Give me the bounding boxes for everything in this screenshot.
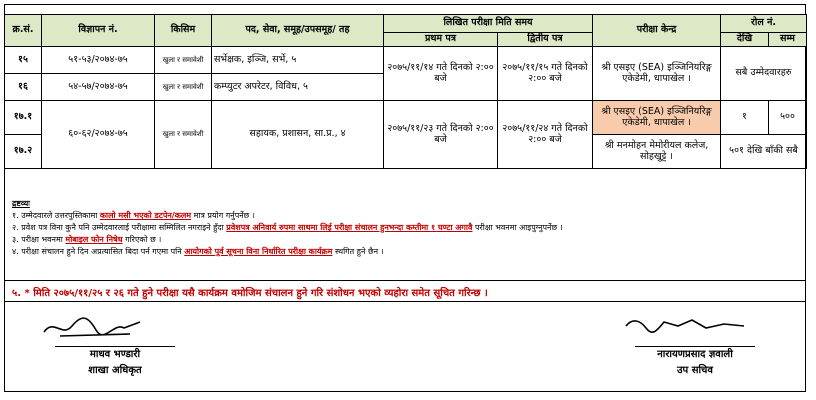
left-signatory-name: माधव भण्डारी [89, 349, 141, 360]
group1-paper2: २०७५/११/१५ गते दिनको २:०० बजे [498, 47, 593, 101]
notes-section [12, 198, 802, 258]
right-signature-block [610, 346, 780, 379]
table-row [5, 101, 807, 135]
group1-roll: सबै उम्मेदवारहरु [721, 47, 807, 101]
row-sn: १५ [5, 47, 42, 74]
group2-paper1: २०७५/११/२३ गते दिनको २:०० बजे [384, 101, 498, 169]
header-roll-to: सम्म [769, 33, 807, 47]
header-paper2: द्वितीय पत्र [498, 33, 593, 47]
group2-centre-b: श्री मनमोहन मेमोरीयल कलेज, सोहखुट्टे । [593, 135, 721, 169]
group1-centre: श्री एसइए (SEA) इञ्जिनियरिङ्ग एकेडेमी, धापाखेल । [593, 47, 721, 101]
row-sn: १७.१ [5, 101, 42, 135]
header-written-exam: लिखित परीक्षा मिति समय [384, 15, 593, 33]
header-centre: परीक्षा केन्द्र [593, 15, 721, 47]
exam-schedule-table [4, 14, 807, 169]
row-sn: १७.२ [5, 135, 42, 169]
group2-paper2: २०७५/११/२४ गते दिनको २:०० बजे [498, 101, 593, 169]
left-signature-icon [40, 312, 150, 344]
header-kind: किसिम [155, 15, 212, 47]
right-signatory-title: उप सचिव [677, 365, 713, 376]
row-sn: १६ [5, 74, 42, 101]
note-3: ३. परीक्षा भवनमा मोबाइल फोन निषेध गरिएको छ । [12, 235, 162, 244]
group2-roll-b: ५०१ देखि बाँकी सबै [721, 135, 807, 169]
left-signature-block [40, 346, 190, 379]
row-ad-no: ५४-५७/२०७४-७५ [42, 74, 155, 101]
header-post: पद, सेवा, समूह/उपसमूह/ तह [212, 15, 384, 47]
note-5: ५. * मिति २०७५/११/२५ र २६ गते हुने परीक्षा यसै कार्यक्रम वमोजिम संचालन हुने गरि संशोधन भएको व्यहोरा समेत सूचित गरिन्छ । [4, 280, 806, 302]
note-1: १. उम्मेदवारले उत्तरपुस्तिकामा कालो मसी भएको डटपेन/कलम मात्र प्रयोग गर्नुपर्नेछ । [12, 211, 255, 220]
header-roll: रोल नं. [721, 15, 807, 33]
header-roll-from: देखि [721, 33, 769, 47]
row-post: कम्प्युटर अपरेटर, विविध, ५ [212, 74, 384, 101]
note-2: २. प्रवेश पत्र विना कुनै पनि उम्मेदवारलाई परीक्षामा सम्मिलित नगराइने हुँदा प्रवेशपत्र अनिवार्य रुपमा साथमा लिई परीक्षा संचालन हुनभन्दा कम्तीमा १ घण्टा अगावै परीक्षा भवनमा आइपुग्नुपर्नेछ । [12, 223, 563, 232]
note-4: ४. परीक्षा संचालन हुने दिन अप्रत्यासित बिदा पर्न गएमा पनि आयोगको पूर्व सूचना विना निर्धारित परीक्षा कार्यक्रम स्थगित हुने छैन । [12, 247, 384, 256]
left-signatory-title: शाखा अधिकृत [88, 365, 142, 376]
group2-roll-from-a: १ [721, 101, 769, 135]
group1-paper1: २०७५/११/१४ गते दिनको २:०० बजे [384, 47, 498, 101]
table-row [5, 47, 807, 74]
row-post: सहायक, प्रशासन, सा.प्र., ४ [212, 101, 384, 169]
group2-roll-to-a: ५०० [769, 101, 807, 135]
row-ad-no: ५१-५३/२०७४-७५ [42, 47, 155, 74]
row-kind: खुला र समावेशी [155, 101, 212, 169]
row-ad-no: ६०-६२/२०७४-७५ [42, 101, 155, 169]
notes-title: द्रष्टव्यः [12, 199, 30, 208]
row-kind: खुला र समावेशी [155, 74, 212, 101]
row-post: सर्भेक्षक, इञ्जि, सर्भे, ५ [212, 47, 384, 74]
header-sn: क्र.सं. [5, 15, 42, 47]
header-ad-no: विज्ञापन नं. [42, 15, 155, 47]
group2-centre-a: श्री एसइए (SEA) इञ्जिनियरिङ्ग एकेडेमी, धापाखेल । [593, 101, 721, 135]
right-signature-icon [620, 310, 750, 342]
header-paper1: प्रथम पत्र [384, 33, 498, 47]
row-kind: खुला र समावेशी [155, 47, 212, 74]
right-signatory-name: नारायणप्रसाद ज्ञवाली [657, 349, 733, 360]
